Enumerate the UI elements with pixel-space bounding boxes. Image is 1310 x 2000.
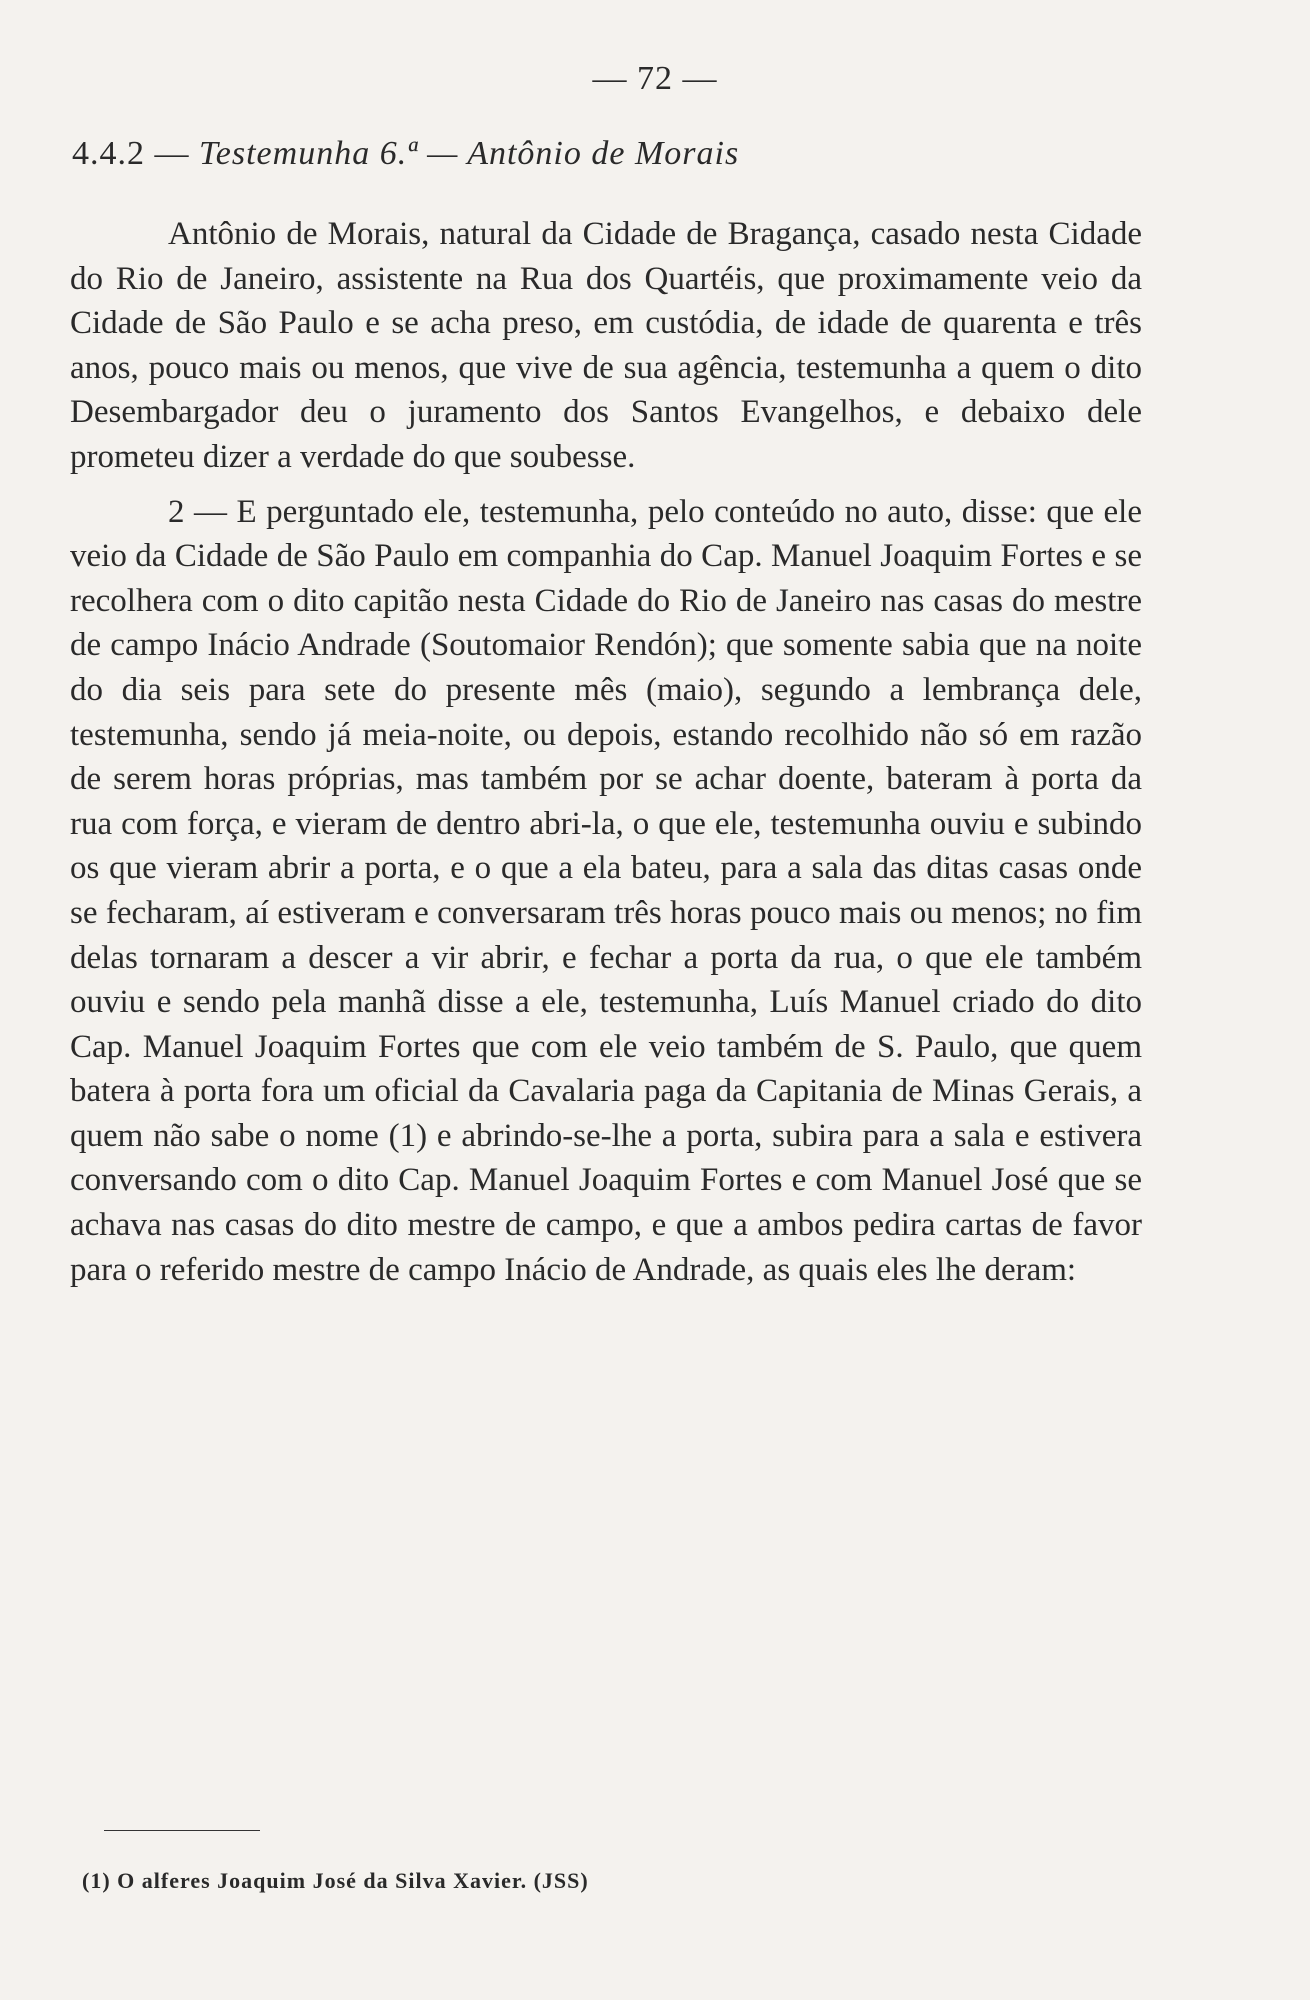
section-number: 4.4.2 — (72, 135, 190, 172)
section-heading (72, 135, 739, 173)
section-title: Testemunha 6.ª — Antônio de Morais (199, 135, 740, 172)
paragraph-2: 2 — E perguntado ele, testemunha, pelo conteúdo no auto, disse: que ele veio da Cidade de São Paulo em companhia do Cap. Manuel Joaquim Fortes e se recolhera com o dito capitão nesta Cidade do Rio de Janeiro nas casas do mestre de campo Inácio Andrade (Soutomaior Rendón); que somente sabia que na noite do dia seis para sete do presente mês (maio), segundo a lembrança dele, testemunha, sendo já meia-noite, ou depois, estando recolhido não só em razão de serem horas próprias, mas também por se achar doente, bateram à porta da rua com força, e vieram de dentro abri-la, o que ele, testemunha ouviu e subindo os que vieram abrir a porta, e o que a ela bateu, para a sala das ditas casas onde se fecharam, aí estiveram e conversaram três horas pouco mais ou menos; no fim delas tornaram a descer a vir abrir, e fechar a porta da rua, o que ele também ouviu e sendo pela manhã disse a ele, testemunha, Luís Manuel criado do dito Cap. Manuel Joaquim Fortes que com ele veio também de S. Paulo, que quem batera à porta fora um oficial da Cavalaria paga da Capitania de Minas Gerais, a quem não sabe o nome (1) e abrindo-se-lhe a porta, subira para a sala e estivera conversando com o dito Cap. Manuel Joaquim Fortes e com Manuel José que se achava nas casas do dito mestre de campo, e que a ambos pedira cartas de favor para o referido mestre de campo Inácio de Andrade, as quais eles lhe deram: (70, 493, 1142, 1288)
body-text (70, 212, 1142, 1292)
footnote-divider (104, 1830, 260, 1831)
page-number: — 72 — (592, 60, 718, 97)
paragraph-1: Antônio de Morais, natural da Cidade de Bragança, casado nesta Cidade do Rio de Janeiro, assistente na Rua dos Quartéis, que proximamente veio da Cidade de São Paulo e se acha preso, em custódia, de idade de quarenta e três anos, pouco mais ou menos, que vive de sua agência, testemunha a quem o dito Desembargador deu o juramento dos Santos Evangelhos, e debaixo dele prometeu dizer a verdade do que soubesse. (70, 216, 1142, 475)
footnote: (1) O alferes Joaquim José da Silva Xavier. (JSS) (82, 1868, 589, 1893)
